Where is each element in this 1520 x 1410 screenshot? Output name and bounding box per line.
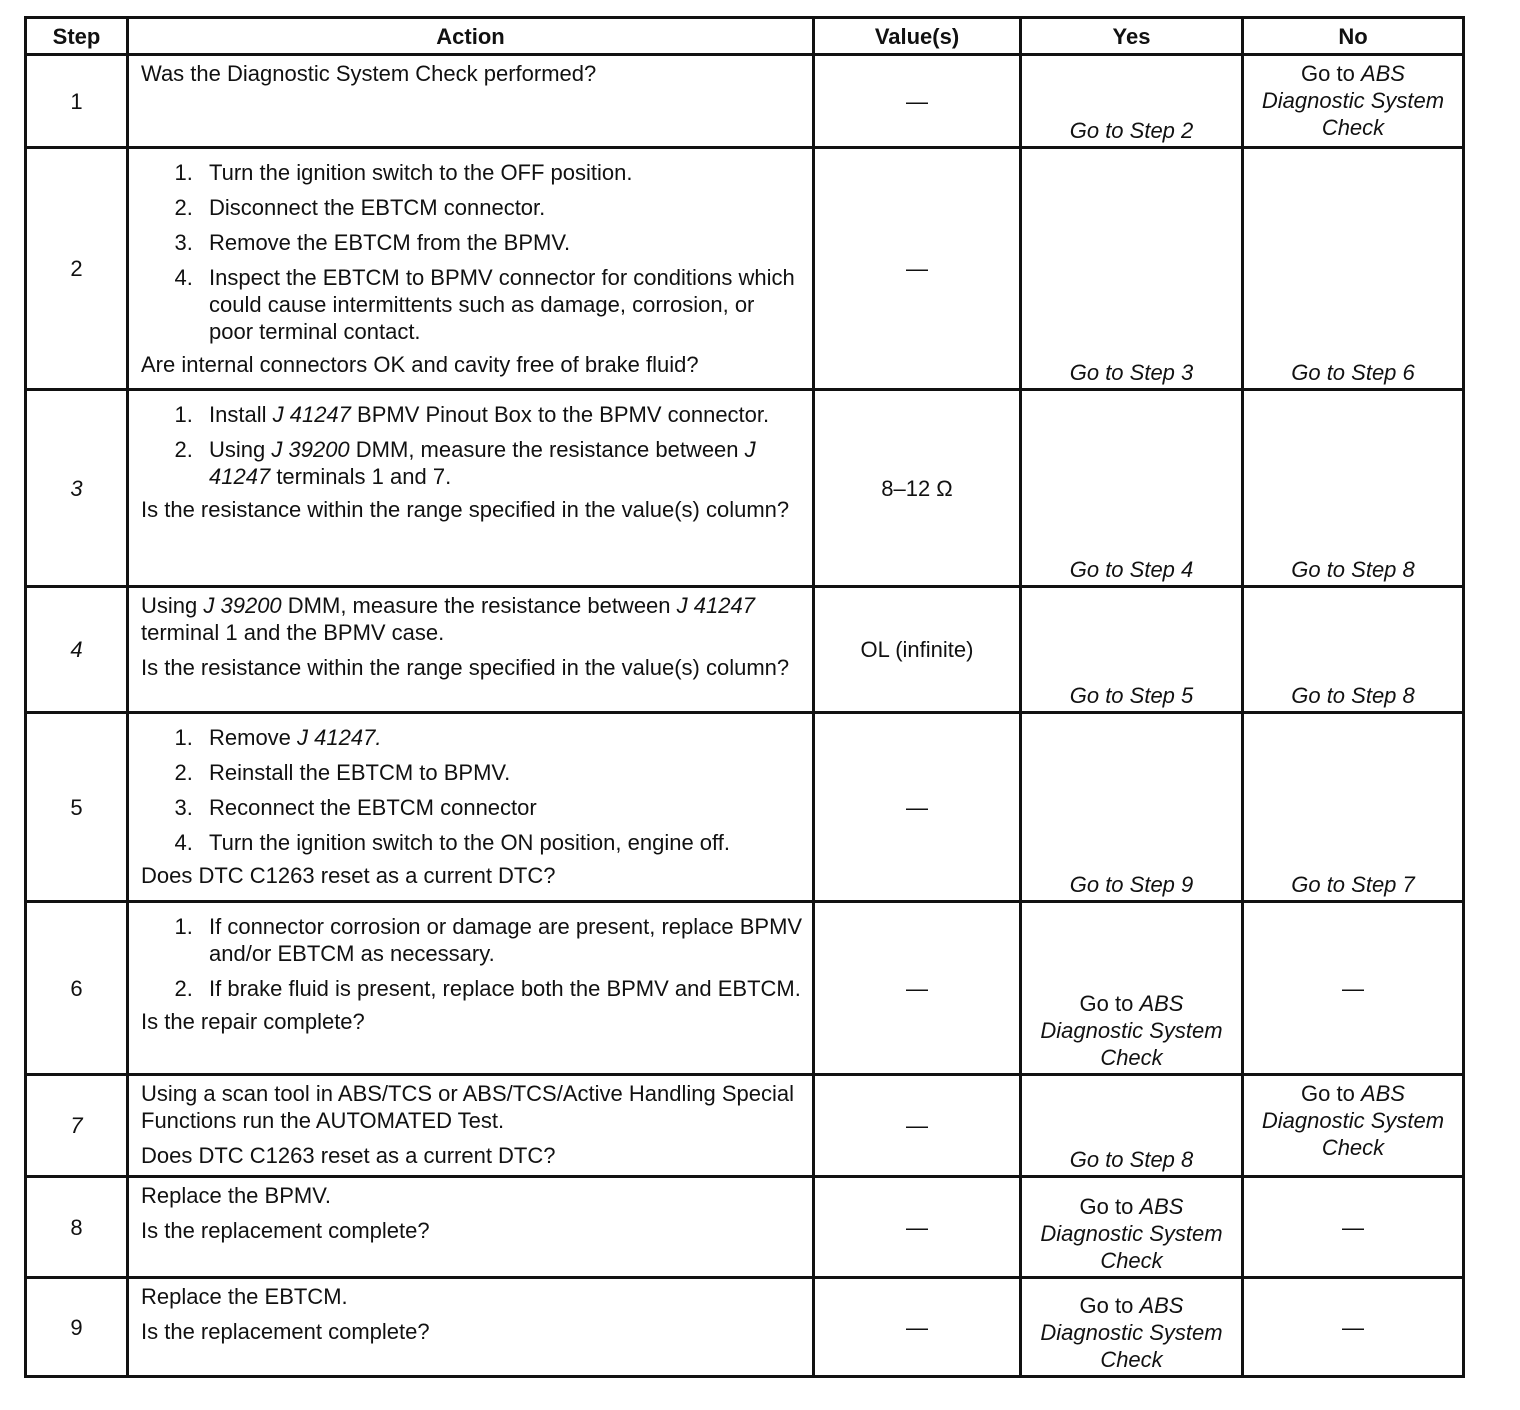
- action-instruction: Using a scan tool in ABS/TCS or ABS/TCS/Active Handling Special Functions run the AUTOMATED Test.: [141, 1081, 794, 1133]
- list-item: 3. Reconnect the EBTCM connector: [199, 794, 804, 821]
- table-row-step-6: [26, 902, 1464, 1075]
- table-row-step-3: [26, 390, 1464, 587]
- yes-cell: [1021, 55, 1243, 148]
- tool-ref: J 41247: [676, 593, 755, 618]
- yes-cell: [1021, 713, 1243, 902]
- list-item: 3. Remove the EBTCM from the BPMV.: [199, 229, 804, 256]
- list-item: 2. If brake fluid is present, replace both the BPMV and EBTCM.: [199, 975, 804, 1002]
- list-item: 1. Install J 41247 BPMV Pinout Box to the BPMV connector.: [199, 401, 804, 428]
- step-number: 1: [26, 55, 128, 148]
- header-action: Action: [128, 18, 814, 55]
- action-question: Is the replacement complete?: [141, 1319, 430, 1344]
- yes-link[interactable]: Go to Step 4: [1069, 557, 1194, 582]
- action-cell: [128, 713, 814, 902]
- no-link[interactable]: Go to Step 8: [1291, 557, 1415, 582]
- yes-link[interactable]: Go to ABS Diagnostic System Check: [1040, 1194, 1223, 1273]
- list-item: 1. Remove J 41247.: [199, 724, 804, 751]
- action-cell: [128, 902, 814, 1075]
- action-steps-list: [141, 159, 804, 345]
- no-link[interactable]: Go to ABS Diagnostic System Check: [1261, 61, 1445, 140]
- value-cell: —: [814, 902, 1021, 1075]
- no-cell: —: [1243, 1278, 1464, 1377]
- action-instruction: Using J 39200 DMM, measure the resistance between J 41247 terminal 1 and the BPMV case.: [141, 593, 755, 645]
- yes-cell: [1021, 390, 1243, 587]
- table-row-step-5: [26, 713, 1464, 902]
- yes-link[interactable]: Go to ABS Diagnostic System Check: [1040, 991, 1223, 1070]
- yes-cell: [1021, 587, 1243, 713]
- list-item: 4. Inspect the EBTCM to BPMV connector for conditions which could cause intermittents such as damage, corrosion, or poor terminal contact.: [199, 264, 804, 345]
- tool-ref: J 39200: [271, 437, 350, 462]
- yes-cell: [1021, 1075, 1243, 1177]
- action-cell: [128, 55, 814, 148]
- yes-link[interactable]: Go to Step 2: [1069, 118, 1194, 143]
- action-question: Is the resistance within the range specified in the value(s) column?: [141, 497, 790, 522]
- list-item: 2. Disconnect the EBTCM connector.: [199, 194, 804, 221]
- table-row-step-9: [26, 1278, 1464, 1377]
- action-question: Does DTC C1263 reset as a current DTC?: [141, 863, 556, 888]
- value-cell: —: [814, 1075, 1021, 1177]
- action-cell: [128, 1278, 814, 1377]
- no-cell: [1243, 587, 1464, 713]
- action-steps-list: [141, 401, 804, 490]
- table-row-step-2: [26, 148, 1464, 390]
- header-yes: Yes: [1021, 18, 1243, 55]
- no-cell: [1243, 148, 1464, 390]
- step-number: 6: [26, 902, 128, 1075]
- table-row-step-7: [26, 1075, 1464, 1177]
- action-question: Does DTC C1263 reset as a current DTC?: [141, 1143, 556, 1168]
- list-item: 2. Using J 39200 DMM, measure the resistance between J 41247 terminals 1 and 7.: [199, 436, 804, 490]
- step-number: 2: [26, 148, 128, 390]
- diagnostic-table: [24, 16, 1465, 1378]
- step-number: 3: [26, 390, 128, 587]
- action-cell: [128, 1177, 814, 1278]
- no-link[interactable]: Go to Step 6: [1291, 360, 1415, 385]
- action-question: Is the repair complete?: [141, 1009, 365, 1034]
- no-link[interactable]: Go to Step 8: [1291, 683, 1415, 708]
- list-item: 4. Turn the ignition switch to the ON position, engine off.: [199, 829, 804, 856]
- step-number: 4: [26, 587, 128, 713]
- header-step: Step: [26, 18, 128, 55]
- yes-link[interactable]: Go to Step 3: [1069, 360, 1194, 385]
- list-item: 1. If connector corrosion or damage are present, replace BPMV and/or EBTCM as necessary.: [199, 913, 804, 967]
- step-number: 7: [26, 1075, 128, 1177]
- no-cell: [1243, 55, 1464, 148]
- tool-ref: J 41247: [272, 402, 351, 427]
- yes-link[interactable]: Go to Step 5: [1069, 683, 1194, 708]
- list-item: 2. Reinstall the EBTCM to BPMV.: [199, 759, 804, 786]
- no-link[interactable]: Go to ABS Diagnostic System Check: [1261, 1081, 1445, 1160]
- value-cell: —: [814, 713, 1021, 902]
- yes-cell: [1021, 1278, 1243, 1377]
- action-steps-list: [141, 724, 804, 856]
- action-question: Are internal connectors OK and cavity free of brake fluid?: [141, 352, 699, 377]
- yes-link[interactable]: Go to ABS Diagnostic System Check: [1040, 1293, 1223, 1372]
- step-number: 5: [26, 713, 128, 902]
- yes-link[interactable]: Go to Step 9: [1069, 872, 1194, 897]
- action-instruction: Replace the BPMV.: [141, 1183, 331, 1208]
- action-question: Is the replacement complete?: [141, 1218, 430, 1243]
- value-cell: —: [814, 1278, 1021, 1377]
- value-cell: 8–12 Ω: [814, 390, 1021, 587]
- action-instruction: Replace the EBTCM.: [141, 1284, 348, 1309]
- no-cell: [1243, 713, 1464, 902]
- value-cell: —: [814, 55, 1021, 148]
- action-cell: [128, 587, 814, 713]
- no-link[interactable]: Go to Step 7: [1291, 872, 1415, 897]
- action-cell: [128, 148, 814, 390]
- header-values: Value(s): [814, 18, 1021, 55]
- no-cell: —: [1243, 902, 1464, 1075]
- value-cell: —: [814, 1177, 1021, 1278]
- list-item: 1. Turn the ignition switch to the OFF position.: [199, 159, 804, 186]
- header-row: [26, 18, 1464, 55]
- action-cell: [128, 390, 814, 587]
- table-row-step-4: [26, 587, 1464, 713]
- header-no: No: [1243, 18, 1464, 55]
- action-cell: [128, 1075, 814, 1177]
- tool-ref: J 39200: [203, 593, 282, 618]
- yes-link[interactable]: Go to Step 8: [1069, 1147, 1194, 1172]
- action-question: Was the Diagnostic System Check performed?: [141, 61, 597, 86]
- no-cell: [1243, 390, 1464, 587]
- yes-cell: [1021, 1177, 1243, 1278]
- table-row-step-1: [26, 55, 1464, 148]
- action-question: Is the resistance within the range specified in the value(s) column?: [141, 655, 790, 680]
- action-steps-list: [141, 913, 804, 1002]
- value-cell: —: [814, 148, 1021, 390]
- table-row-step-8: [26, 1177, 1464, 1278]
- step-number: 8: [26, 1177, 128, 1278]
- no-cell: [1243, 1075, 1464, 1177]
- no-cell: —: [1243, 1177, 1464, 1278]
- value-cell: OL (infinite): [814, 587, 1021, 713]
- yes-cell: [1021, 902, 1243, 1075]
- yes-cell: [1021, 148, 1243, 390]
- tool-ref: J 41247.: [297, 725, 382, 750]
- tool-ref: J 41247: [209, 437, 756, 489]
- step-number: 9: [26, 1278, 128, 1377]
